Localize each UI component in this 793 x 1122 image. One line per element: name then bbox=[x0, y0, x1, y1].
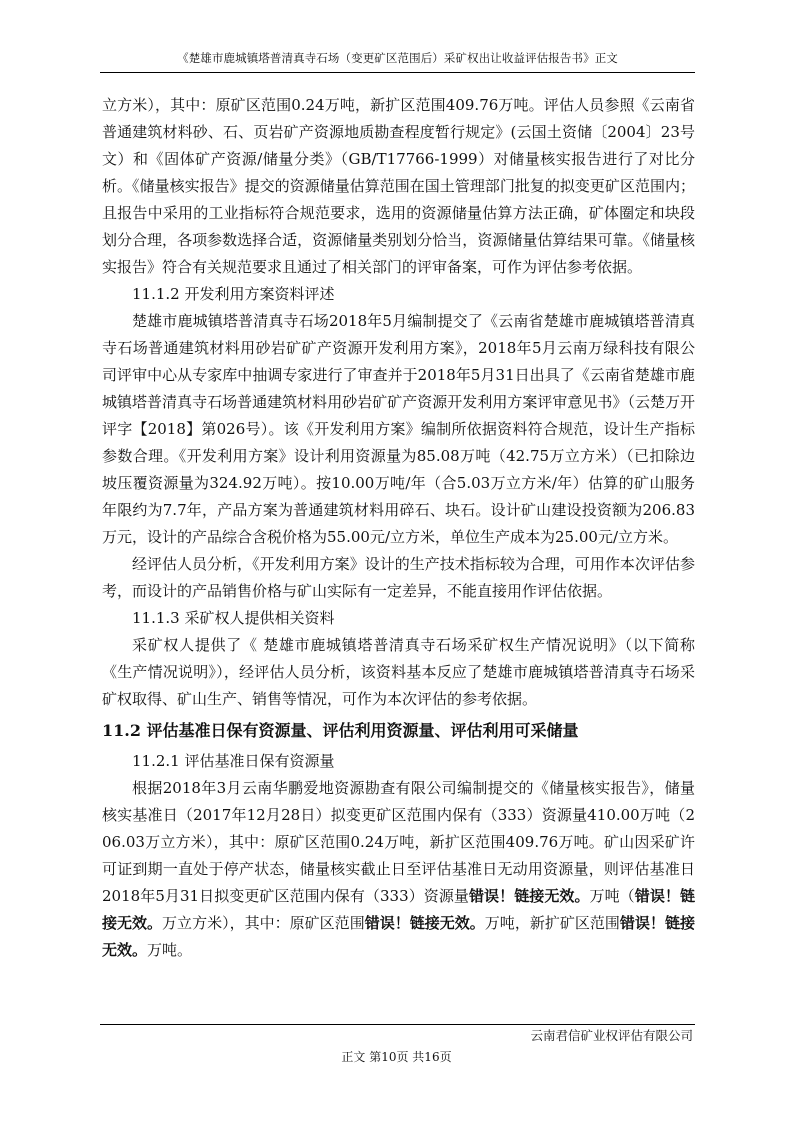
header-divider bbox=[100, 72, 695, 73]
unit-text: 万吨（ bbox=[589, 887, 635, 905]
heading-11-2-1: 11.2.1 评估基准日保有资源量 bbox=[132, 752, 335, 770]
footer-page-number: 正文 第10页 共16页 bbox=[341, 1050, 452, 1064]
link-error-text: 错误！链接无效。 bbox=[364, 914, 485, 932]
paragraph-plan-evaluation: 经评估人员分析，《开发利用方案》设计的生产技术指标较为合理，可用作本次评估参考，而设计的产品销售价格与矿山实际有一定差异，不能直接用作评估依据。 bbox=[102, 555, 695, 600]
unit-text: 万立方米），其中：原矿区范围 bbox=[162, 914, 365, 932]
page-header-title: 《楚雄市鹿城镇塔普清真寺石场（变更矿区范围后）采矿权出让收益评估报告书》正文 bbox=[177, 51, 618, 65]
document-body bbox=[102, 92, 695, 964]
footer-company: 云南君信矿业权评估有限公司 bbox=[530, 1028, 693, 1043]
paragraph-owner-materials: 采矿权人提供了《 楚雄市鹿城镇塔普清真寺石场采矿权生产情况说明》（以下简称《生产情况说明》），经评估人员分析，该资料基本反应了楚雄市鹿城镇塔普清真寺石场采矿权取得、矿山生产、销售等情况，可作为本次评估的参考依据。 bbox=[102, 636, 695, 708]
heading-11-1-3: 11.1.3 采矿权人提供相关资料 bbox=[132, 609, 335, 627]
unit-text: 万吨，新扩矿区范围 bbox=[484, 914, 620, 932]
unit-text: 万吨。 bbox=[147, 941, 193, 959]
paragraph-retained-resources bbox=[102, 775, 695, 964]
heading-11-2: 11.2 评估基准日保有资源量、评估利用资源量、评估利用可采储量 bbox=[102, 721, 579, 740]
heading-11-1-2: 11.1.2 开发利用方案资料评述 bbox=[132, 285, 335, 303]
link-error-text: 错误！链接无效。 bbox=[102, 887, 695, 932]
retained-resources-text: 根据2018年3月云南华鹏爱地资源勘查有限公司编制提交的《储量核实报告》，储量核实基准日（2017年12月28日）拟变更矿区范围内保有（333）资源量410.00万吨（206.03万立方米），其中：原矿区范围0.24万吨，新扩区范围409.76万吨。矿山因采矿许可证到期一直处于停产状态，储量核实截止日至评估基准日无动用资源量，则评估基准日2018年5月31日拟变更矿区范围内保有（333）资源量 bbox=[102, 779, 695, 905]
link-error-text: 错误！链接无效。 bbox=[468, 887, 590, 905]
footer-divider bbox=[100, 1024, 695, 1025]
paragraph-reserves-analysis: 立方米），其中：原矿区范围0.24万吨，新扩区范围409.76万吨。评估人员参照《云南省普通建筑材料砂、石、页岩矿产资源地质勘查程度暂行规定》(云国土资储〔2004〕23号文）和《固体矿产资源/储量分类》（GB/T17766-1999）对储量核实报告进行了对比分析。《储量核实报告》提交的资源储量估算范围在国土管理部门批复的拟变更矿区范围内；且报告中采用的工业指标符合规范要求，选用的资源储量估算方法正确，矿体圈定和块段划分合理，各项参数选择合适，资源储量类别划分恰当，资源储量估算结果可靠。《储量核实报告》符合有关规范要求且通过了相关部门的评审备案，可作为评估参考依据。 bbox=[102, 96, 695, 276]
paragraph-development-plan: 楚雄市鹿城镇塔普清真寺石场2018年5月编制提交了《云南省楚雄市鹿城镇塔普清真寺石场普通建筑材料用砂岩矿矿产资源开发利用方案》，2018年5月云南万绿科技有限公司评审中心从专家库中抽调专家进行了审查并于2018年5月31日出具了《云南省楚雄市鹿城镇塔普清真寺石场普通建筑材料用砂岩矿矿产资源开发利用方案评审意见书》（云楚万开评字【2018】第026号）。该《开发利用方案》编制所依据资料符合规范，设计生产指标参数合理。《开发利用方案》设计利用资源量为85.08万吨（42.75万立方米）（已扣除边坡压覆资源量为324.92万吨）。按10.00万吨/年（合5.03万立方米/年）估算的矿山服务年限约为7.7年，产品方案为普通建筑材料用碎石、块石。设计矿山建设投资额为206.83万元，设计的产品综合含税价格为55.00元/立方米，单位生产成本为25.00元/立方米。 bbox=[102, 312, 695, 546]
link-error-text: 错误！链接无效。 bbox=[102, 914, 695, 959]
